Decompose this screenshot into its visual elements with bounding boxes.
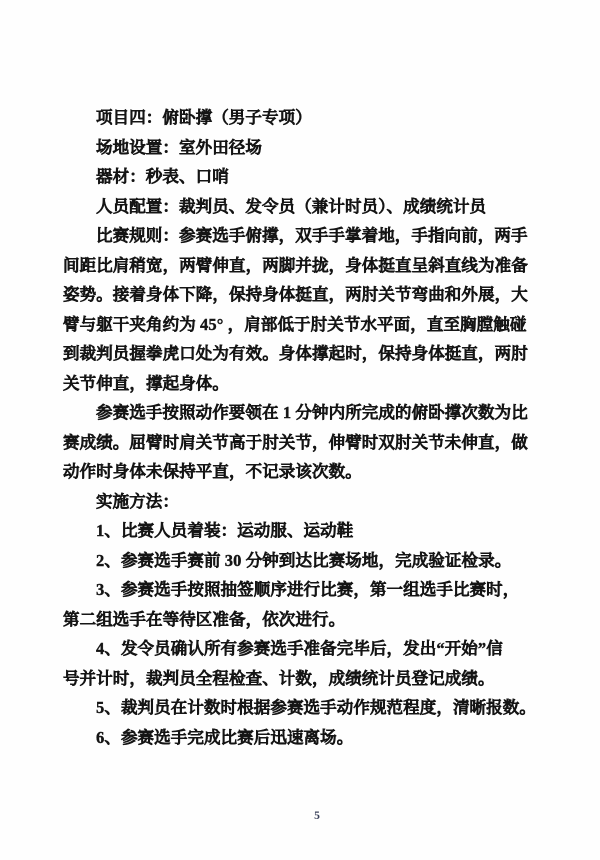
text-line: 动作时身体未保持平直，不记录该次数。 bbox=[63, 462, 362, 481]
text-line: 参赛选手按照动作要领在 1 分钟内所完成的俯卧撑次数为比 bbox=[96, 403, 528, 422]
text-line: 实施方法： bbox=[96, 491, 179, 511]
text-line: 臂与躯干夹角约为 45° ，肩部低于肘关节水平面，直至胸膛触碰 bbox=[63, 314, 527, 334]
text-line: 号并计时，裁判员全程检查、计数，成绩统计员登记成绩。 bbox=[63, 668, 495, 688]
text-line: 姿势。接着身体下降，保持身体挺直，两肘关节弯曲和外展，大 bbox=[63, 285, 528, 304]
text-line: 2、参赛选手赛前 30 分钟到达比赛场地，完成验证检录。 bbox=[96, 550, 512, 570]
text-line: 第二组选手在等待区准备，依次进行。 bbox=[63, 609, 346, 629]
text-line: 器材：秒表、口哨 bbox=[96, 167, 229, 186]
document-text-block bbox=[63, 103, 563, 752]
page-number: 5 bbox=[314, 810, 320, 822]
text-line: 3、参赛选手按照抽签顺序进行比赛，第一组选手比赛时， bbox=[96, 580, 520, 599]
text-line: 场地设置：室外田径场 bbox=[96, 137, 262, 157]
text-line: 项目四：俯卧撑（男子专项） bbox=[96, 108, 312, 127]
text-line: 5、裁判员在计数时根据参赛选手动作规范程度，清晰报数。 bbox=[96, 698, 536, 717]
text-line: 到裁判员握拳虎口处为有效。身体撑起时，保持身体挺直，两肘 bbox=[63, 344, 528, 363]
text-line: 赛成绩。屈臂时肩关节高于肘关节，伸臂时双肘关节未伸直，做 bbox=[63, 432, 528, 452]
text-line: 比赛规则：参赛选手俯撑，双手手掌着地，手指向前，两手 bbox=[96, 226, 528, 245]
text-line: 间距比肩稍宽，两臂伸直，两脚并拢，身体挺直呈斜直线为准备 bbox=[63, 255, 528, 275]
text-line: 4、发令员确认所有参赛选手准备完毕后，发出“开始”信 bbox=[96, 639, 503, 658]
text-line: 6、参赛选手完成比赛后迅速离场。 bbox=[96, 727, 354, 747]
text-line: 人员配置：裁判员、发令员（兼计时员）、成绩统计员 bbox=[96, 196, 487, 216]
text-line: 1、比赛人员着装：运动服、运动鞋 bbox=[96, 521, 354, 540]
text-line: 关节伸直，撑起身体。 bbox=[63, 373, 229, 393]
